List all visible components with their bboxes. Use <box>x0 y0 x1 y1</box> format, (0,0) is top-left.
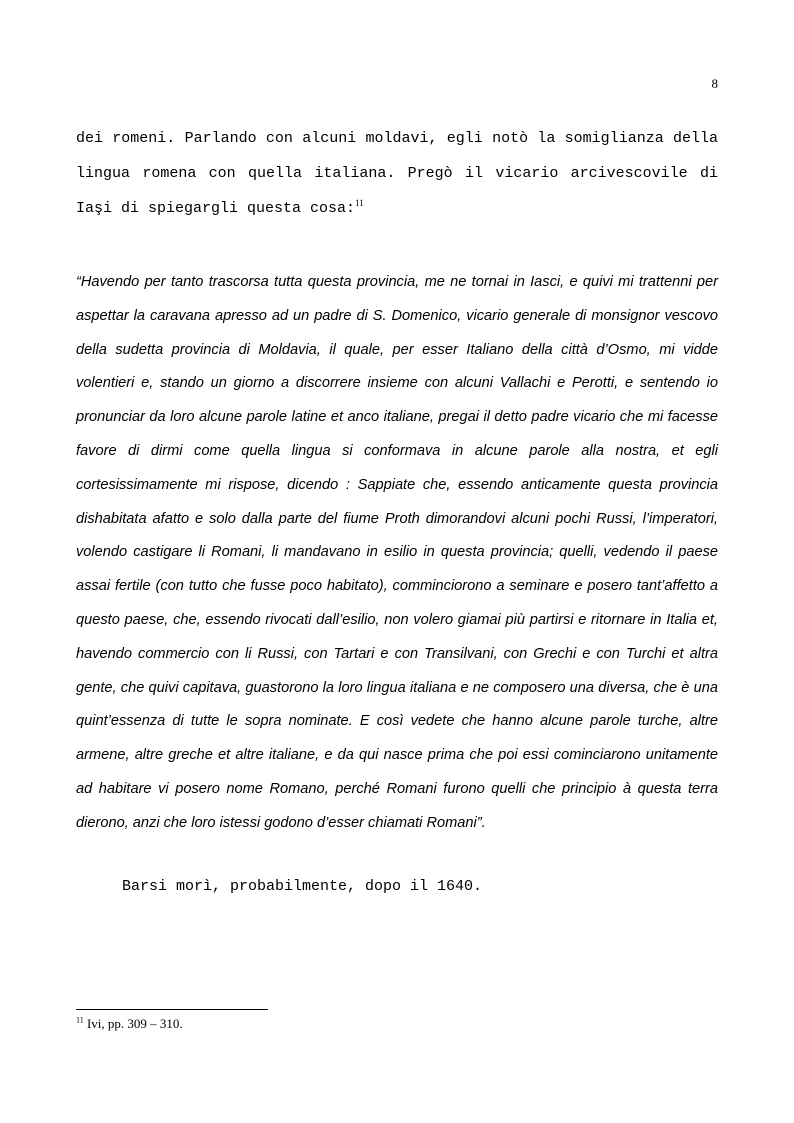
footnote-reference[interactable]: 11 <box>355 198 364 208</box>
footnote-separator <box>76 1009 268 1010</box>
page-number: 8 <box>711 76 718 91</box>
footnote <box>76 1016 183 1032</box>
intro-text: dei romeni. Parlando con alcuni moldavi, egli notò la somiglianza della lingua romena con quella italiana. Pregò il vicario arcivescovile di Iaşi di spiegargli questa cosa: <box>76 130 718 217</box>
intro-paragraph <box>76 121 718 226</box>
closing-paragraph: Barsi morì, probabilmente, dopo il 1640. <box>122 878 483 895</box>
footnote-text: Ivi, pp. 309 – 310. <box>83 1016 183 1031</box>
footnote-number: 11 <box>76 1015 84 1025</box>
block-quotation: “Havendo per tanto trascorsa tutta questa provincia, me ne tornai in Iasci, e quivi mi trattenni per aspettar la caravana apresso ad un padre di S. Domenico, vicario generale di monsignor vescovo della sudetta provincia di Moldavia, il quale, per esser Italiano della città d’Osmo, mi vidde volentieri e, stando un giorno a discorrere insieme con alcuni Vallachi e Perotti, e sentendo io pronunciar da loro alcune parole latine et anco italiane, pregai il detto padre vicario che mi facesse favore di dirmi come quella lingua si conformava in alcune parole alla nostra, et egli cortesissimamente mi rispose, dicendo : Sappiate che, essendo anticamente questa provincia dishabitata afatto e solo dalla parte del fiume Proth dimorandovi alcuni pochi Russi, l’imperatori, volendo castigare li Romani, li mandavano in esilio in questa provincia; quelli, vedendo il paese assai fertile (con tutto che fusse poco habitato), comminciorono a seminare e posero tant’affetto a questo paese, che, essendo rivocati dall’esilio, non volero giamai più partirsi e ritornare in Italia et, havendo commercio con li Russi, con Tartari e con Transilvani, con Grechi e con Turchi et altra gente, che quivi capitava, guastorono la loro lingua italiana e ne composero una diversa, che è una quint’essenza di tutte le sopra nominate. E così vedete che hanno alcune parole turche, altre armene, altre greche et altre italiane, e da qui nasce prima che poi essi cominciarono unitamente ad habitare vi posero nome Romano, perché Romani furono quelli che principio à questa terra dierono, anzi che loro istessi godono d’esser chiamati Romani”. <box>76 274 718 831</box>
